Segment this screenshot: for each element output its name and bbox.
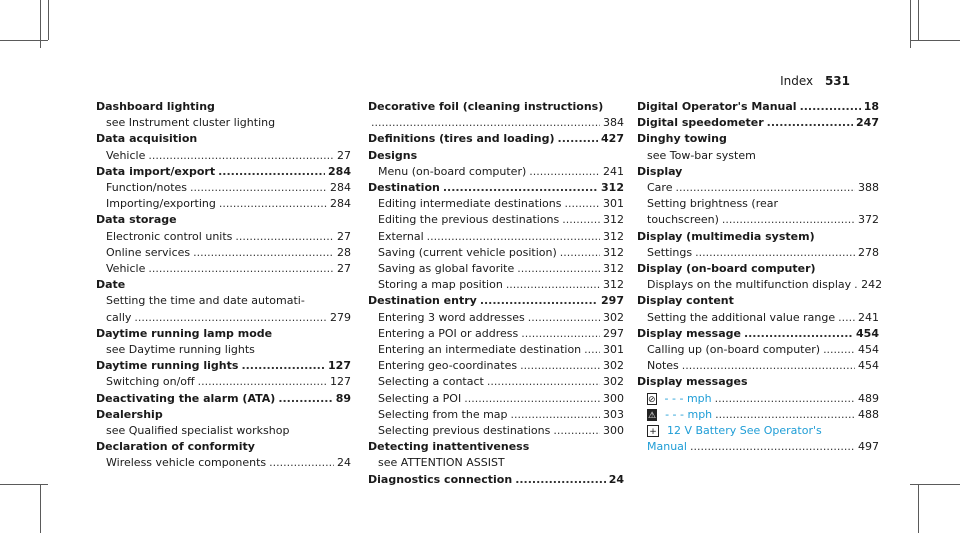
dot-leader — [219, 196, 327, 212]
page-header — [780, 74, 850, 88]
entry-text: Date — [96, 278, 126, 292]
entry-text: see Instrument cluster lighting — [106, 116, 276, 130]
entry-text: 12 V Battery See Operator's — [667, 424, 822, 438]
crop-mark — [910, 40, 960, 41]
index-subentry — [637, 148, 879, 164]
page-reference[interactable]: 24 — [608, 472, 624, 486]
index-heading — [637, 229, 879, 245]
index-heading — [637, 131, 879, 147]
index-subentry — [96, 455, 351, 471]
entry-text: Saving as global favorite — [378, 262, 515, 276]
index-subentry — [96, 423, 351, 439]
dot-leader — [241, 358, 325, 374]
page-reference[interactable]: 303 — [603, 407, 624, 421]
index-subentry — [96, 115, 351, 131]
index-heading — [368, 472, 624, 488]
index-heading — [637, 115, 879, 131]
dot-leader — [148, 148, 334, 164]
dot-leader — [690, 439, 855, 455]
entry-text: Setting the time and date automati- — [106, 294, 305, 308]
page-reference[interactable]: 302 — [603, 310, 624, 324]
entry-text: Settings — [647, 245, 693, 259]
entry-text: Destination entry — [368, 294, 477, 308]
page-reference[interactable]: 388 — [858, 181, 879, 195]
index-subentry — [96, 245, 351, 261]
entry-text: see Daytime running lights — [106, 343, 255, 357]
index-subentry — [368, 407, 624, 423]
index-heading — [637, 99, 879, 115]
index-subentry — [368, 196, 624, 212]
entry-text: Dinghy towing — [637, 132, 727, 146]
page-reference[interactable]: 242 — [861, 278, 883, 292]
page-reference[interactable]: 489 — [858, 391, 879, 405]
page-reference[interactable]: 27 — [337, 262, 351, 276]
dot-leader — [443, 180, 598, 196]
entry-text: Decorative foil (cleaning instructions) — [368, 100, 604, 113]
entry-text: Display (multimedia system) — [637, 229, 815, 243]
index-heading — [637, 374, 879, 390]
page-reference[interactable]: 488 — [858, 407, 879, 421]
index-subentry — [96, 196, 351, 212]
index-heading — [96, 358, 351, 374]
entry-text: Electronic control units — [106, 229, 233, 243]
page-reference[interactable]: 18 — [863, 100, 879, 113]
index-subentry — [368, 326, 624, 342]
entry-text: Switching on/off — [106, 375, 195, 389]
entry-text: Selecting a POI — [378, 391, 462, 405]
index-message-entry — [637, 407, 879, 423]
entry-text: Display messages — [637, 375, 748, 389]
entry-text: Entering 3 word addresses — [378, 310, 525, 324]
entry-text: Calling up (on-board computer) — [647, 343, 821, 357]
entry-text: Entering an intermediate destination — [378, 343, 582, 357]
index-heading — [368, 180, 624, 196]
entry-text: touchscreen) — [647, 213, 719, 227]
entry-text: Online services — [106, 245, 191, 259]
index-heading — [368, 148, 624, 164]
index-subentry — [368, 261, 624, 277]
page-reference[interactable]: 28 — [337, 245, 351, 259]
entry-text: Importing/exporting — [106, 197, 216, 211]
page-reference[interactable]: 372 — [858, 213, 879, 227]
entry-text: Dashboard lighting — [96, 100, 215, 113]
dot-leader — [584, 342, 600, 358]
entry-text: Definitions (tires and loading) — [368, 132, 555, 146]
page-reference[interactable]: 312 — [603, 245, 624, 259]
no-speed-icon: ⊘ — [648, 394, 656, 405]
entry-text: Diagnostics connection — [368, 472, 513, 486]
index-heading — [96, 212, 351, 228]
entry-text: Display (on-board computer) — [637, 262, 816, 276]
index-subentry — [637, 342, 879, 358]
page-reference[interactable]: 284 — [330, 181, 351, 195]
dot-leader — [838, 310, 855, 326]
entry-text: Function/notes — [106, 181, 188, 195]
entry-text: Daytime running lights — [96, 359, 239, 373]
crop-mark — [40, 484, 41, 533]
index-heading — [637, 164, 879, 180]
index-subentry — [368, 358, 624, 374]
entry-text: Declaration of conformity — [96, 440, 255, 454]
index-subentry — [368, 115, 624, 131]
entry-text: Display — [637, 164, 683, 178]
index-subentry — [637, 277, 883, 293]
page-reference[interactable]: 384 — [603, 116, 624, 130]
page-reference[interactable]: 312 — [603, 229, 624, 243]
entry-text: Notes — [647, 359, 679, 373]
entry-text: Selecting a contact — [378, 375, 484, 389]
dot-leader — [487, 374, 600, 390]
index-subentry — [368, 391, 624, 407]
index-subentry — [96, 310, 351, 326]
index-heading — [368, 293, 624, 309]
page-reference[interactable]: 89 — [335, 391, 351, 405]
index-subentry — [96, 180, 351, 196]
dot-leader — [564, 196, 600, 212]
index-subentry — [637, 310, 879, 326]
entry-text: Entering a POI or address — [378, 326, 519, 340]
index-heading — [637, 261, 879, 277]
crop-mark — [918, 0, 919, 40]
dot-leader — [558, 131, 598, 147]
dot-leader — [235, 229, 334, 245]
dot-leader — [695, 245, 855, 261]
header-label: Index — [780, 74, 814, 88]
entry-text: Selecting previous destinations — [378, 424, 551, 438]
page-number: 531 — [824, 74, 850, 88]
index-message-entry — [637, 423, 879, 439]
dot-leader — [520, 358, 600, 374]
dot-leader — [715, 391, 855, 407]
dot-leader — [682, 358, 855, 374]
entry-text: Vehicle — [106, 148, 146, 162]
dot-leader — [480, 293, 598, 309]
page-reference[interactable]: 24 — [337, 456, 351, 470]
page-reference[interactable]: 454 — [858, 343, 879, 357]
entry-text: - - - mph — [665, 407, 713, 421]
index-subentry — [96, 229, 351, 245]
index-subentry — [368, 342, 624, 358]
index-subentry — [96, 261, 351, 277]
page-reference[interactable]: 297 — [603, 326, 624, 340]
index-subentry — [637, 196, 879, 212]
dot-leader — [278, 391, 332, 407]
entry-text: see Tow-bar system — [647, 148, 756, 162]
entry-text: Care — [647, 181, 673, 195]
dot-leader — [744, 326, 853, 342]
index-subentry — [96, 374, 351, 390]
entry-text: - - - mph — [664, 391, 712, 405]
index-heading — [368, 439, 624, 455]
dot-leader — [464, 391, 600, 407]
battery-icon: + — [647, 425, 659, 437]
page-reference[interactable]: 127 — [328, 359, 351, 373]
index-subentry — [368, 374, 624, 390]
index-message-entry — [637, 391, 879, 407]
dot-leader — [722, 212, 855, 228]
entry-text: Digital Operator's Manual — [637, 100, 797, 113]
dot-leader — [190, 180, 327, 196]
index-subentry — [368, 245, 624, 261]
index-column-1 — [96, 99, 351, 472]
dot-leader — [715, 407, 855, 423]
page-reference[interactable]: 284 — [328, 164, 351, 178]
page-reference[interactable]: 27 — [337, 148, 351, 162]
page-reference[interactable]: 302 — [603, 359, 624, 373]
index-heading — [637, 326, 879, 342]
entry-text: Designs — [368, 148, 418, 162]
dot-leader — [854, 277, 858, 293]
dot-leader — [193, 245, 334, 261]
entry-text: External — [378, 229, 424, 243]
index-heading — [96, 326, 351, 342]
dot-leader — [517, 261, 600, 277]
index-heading — [96, 99, 351, 115]
page-reference[interactable]: 27 — [337, 229, 351, 243]
index-subentry — [368, 277, 624, 293]
index-subentry — [96, 148, 351, 164]
index-subentry — [637, 212, 879, 228]
page-reference[interactable]: 297 — [601, 294, 624, 308]
entry-text: Dealership — [96, 407, 163, 421]
page-reference[interactable]: 241 — [858, 310, 879, 324]
page-reference[interactable]: 247 — [856, 116, 879, 130]
dot-leader — [511, 407, 600, 423]
index-subentry — [368, 455, 624, 471]
page-reference[interactable]: 312 — [603, 278, 624, 292]
entry-text: Manual — [647, 440, 687, 454]
dot-leader — [675, 180, 855, 196]
entry-text: Data storage — [96, 213, 177, 227]
index-column-3 — [637, 99, 883, 455]
page-reference[interactable]: 301 — [603, 197, 624, 211]
crop-mark — [0, 40, 48, 41]
page-reference[interactable]: 454 — [856, 326, 879, 340]
dot-leader — [521, 326, 600, 342]
car-sensor-icon: ⚠ — [648, 410, 657, 421]
index-heading — [368, 131, 624, 147]
entry-text: cally — [106, 310, 132, 324]
dot-leader — [562, 212, 600, 228]
entry-text: Data acquisition — [96, 132, 198, 146]
dot-leader — [553, 423, 600, 439]
page-reference[interactable]: 497 — [858, 440, 879, 454]
entry-text: Digital speedometer — [637, 116, 764, 130]
dot-leader — [148, 261, 334, 277]
page-reference[interactable]: 300 — [603, 424, 624, 438]
page-reference[interactable]: 278 — [858, 245, 879, 259]
index-heading — [96, 277, 351, 293]
index-subentry — [637, 358, 879, 374]
dot-leader — [800, 99, 861, 115]
index-heading — [368, 99, 624, 115]
entry-text: Display message — [637, 326, 741, 340]
index-subentry — [637, 245, 879, 261]
entry-text: Data import/export — [96, 164, 216, 178]
crop-mark — [48, 0, 49, 40]
index-column-2 — [368, 99, 624, 488]
index-subentry — [368, 212, 624, 228]
dot-leader — [560, 245, 600, 261]
entry-text: see ATTENTION ASSIST — [378, 456, 505, 470]
dot-leader — [218, 164, 325, 180]
dot-leader — [371, 115, 600, 131]
index-subentry — [96, 342, 351, 358]
entry-text: Entering geo-coordinates — [378, 359, 518, 373]
page-reference[interactable]: 302 — [603, 375, 624, 389]
entry-text: Storing a map position — [378, 278, 503, 292]
entry-text: Display content — [637, 294, 734, 308]
entry-text: Daytime running lamp mode — [96, 326, 273, 340]
page-reference[interactable]: 312 — [603, 262, 624, 276]
index-heading — [96, 439, 351, 455]
page-reference[interactable]: 127 — [330, 375, 351, 389]
entry-text: Selecting from the map — [378, 407, 508, 421]
index-message-entry — [637, 439, 879, 455]
page-reference[interactable]: 312 — [601, 181, 624, 195]
index-subentry — [368, 423, 624, 439]
index-heading — [96, 407, 351, 423]
page-reference[interactable]: 427 — [601, 132, 624, 146]
page-reference[interactable]: 312 — [603, 213, 624, 227]
entry-text: Menu (on-board computer) — [378, 164, 527, 178]
entry-text: Detecting inattentiveness — [368, 440, 530, 454]
index-subentry — [96, 293, 351, 309]
dot-leader — [427, 229, 600, 245]
dot-leader — [767, 115, 853, 131]
entry-text: Setting brightness (rear — [647, 197, 779, 211]
page-reference[interactable]: 454 — [858, 359, 879, 373]
entry-text: Editing intermediate destinations — [378, 197, 562, 211]
index-heading — [637, 293, 879, 309]
index-heading — [96, 391, 351, 407]
dot-leader — [515, 472, 605, 488]
entry-text: Displays on the multifunction display — [647, 278, 852, 292]
dot-leader — [823, 342, 855, 358]
entry-text: Wireless vehicle components — [106, 456, 267, 470]
dot-leader — [529, 164, 600, 180]
entry-text: Editing the previous destinations — [378, 213, 560, 227]
page-reference[interactable]: 279 — [330, 310, 351, 324]
dot-leader — [506, 277, 600, 293]
index-heading — [96, 131, 351, 147]
dot-leader — [198, 374, 327, 390]
entry-text: Saving (current vehicle position) — [378, 245, 557, 259]
entry-text: Vehicle — [106, 262, 146, 276]
entry-text: see Qualified specialist workshop — [106, 424, 290, 438]
index-subentry — [368, 229, 624, 245]
index-heading — [96, 164, 351, 180]
crop-mark — [910, 484, 960, 485]
page-reference[interactable]: 241 — [603, 164, 624, 178]
index-subentry — [637, 180, 879, 196]
page-reference[interactable]: 300 — [603, 391, 624, 405]
entry-text: Deactivating the alarm (ATA) — [96, 391, 276, 405]
index-subentry — [368, 164, 624, 180]
index-subentry — [368, 310, 624, 326]
page-reference[interactable]: 284 — [330, 197, 351, 211]
page-reference[interactable]: 301 — [603, 343, 624, 357]
dot-leader — [134, 310, 327, 326]
entry-text: Setting the additional value range — [647, 310, 836, 324]
dot-leader — [528, 310, 600, 326]
dot-leader — [269, 455, 334, 471]
crop-mark — [0, 484, 48, 485]
entry-text: Destination — [368, 181, 440, 195]
crop-mark — [918, 484, 919, 533]
